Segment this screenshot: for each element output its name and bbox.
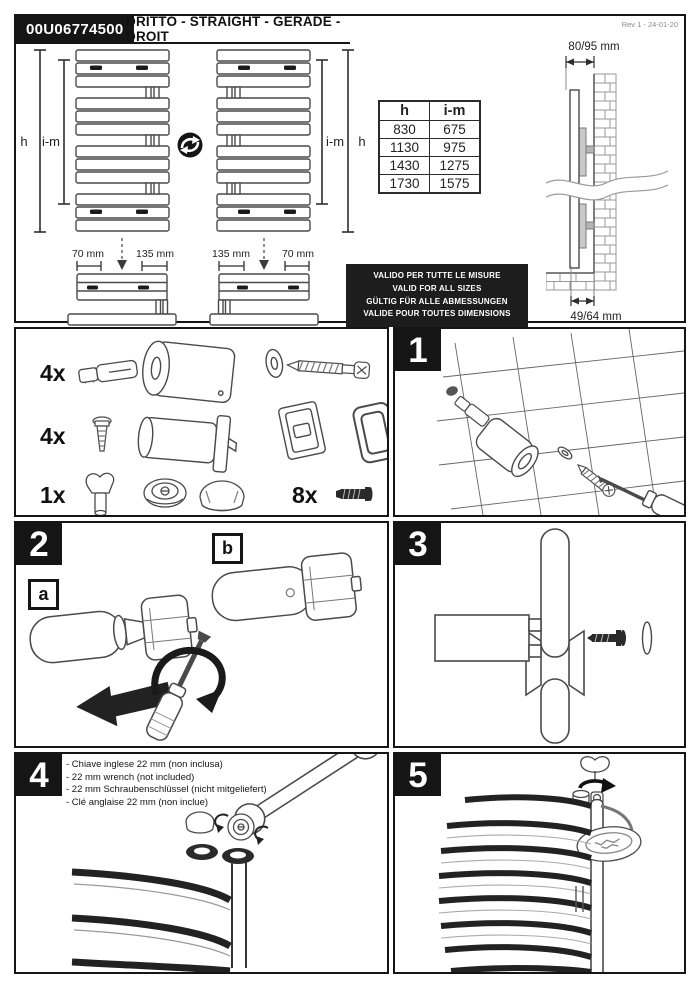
validity-line-fr: VALIDE POUR TOUTES DIMENSIONS [363, 309, 511, 319]
size-table-col-h: h [379, 101, 430, 121]
offset-135-left: 135 mm [136, 248, 174, 260]
step5-illustration [395, 754, 684, 972]
plug-cap-icon [144, 479, 186, 507]
washer-icon [264, 348, 285, 378]
table-row: 1730 1575 [379, 175, 480, 194]
im-label-left: i-m [41, 134, 60, 149]
step1-section [393, 327, 686, 517]
cover-cap [643, 622, 652, 654]
radiator-front-views [18, 42, 372, 326]
revision-label: Rev 1 - 24-01-20 [621, 20, 678, 29]
wrench-note-fr: - Clé anglaise 22 mm (non inclue) [66, 796, 209, 808]
floor [546, 273, 594, 290]
radiator-corner [72, 862, 246, 971]
radiator-bars [439, 797, 591, 972]
qty-grub-screws: 8x [292, 482, 318, 508]
product-code: 00U06774500 [16, 16, 134, 42]
table-row: 1430 1275 [379, 157, 480, 175]
step2-number: 2 [16, 523, 62, 565]
step3-section [393, 521, 686, 748]
table-row: 1130 975 [379, 139, 480, 157]
bracket-assembly-a [27, 594, 200, 673]
parts-list-section [14, 327, 389, 517]
validity-line-en: VALID FOR ALL SIZES [392, 283, 482, 293]
tile-grid [437, 329, 684, 515]
bracket-tab-bottom [529, 645, 541, 657]
screw-icon [287, 357, 370, 379]
bracket-body-icon [136, 409, 239, 473]
im-label-right: i-m [326, 134, 345, 149]
table-row: 830 675 [379, 121, 480, 139]
wrench-note-en: - 22 mm wrench (not included) [66, 771, 195, 783]
collector-tube-top [541, 529, 569, 657]
header [16, 16, 350, 44]
wall-plug [454, 395, 491, 427]
gasket-frame-icon [352, 402, 387, 464]
step2-illustration [16, 523, 387, 746]
bracket-body [435, 615, 529, 661]
overview-section [14, 14, 686, 323]
step4-section [14, 752, 389, 974]
wall-mount-side-view [546, 38, 686, 324]
plug-cap [228, 814, 254, 840]
reversible-rotate-icon [178, 133, 203, 158]
flange-right [569, 631, 584, 695]
fixing-screw [587, 630, 626, 646]
validity-note [346, 264, 528, 327]
step1-illustration [395, 329, 684, 515]
step4-number: 4 [16, 754, 62, 796]
step4-illustration [16, 754, 387, 972]
grub-screw-icon [336, 487, 373, 501]
size-table-col-im: i-m [430, 101, 481, 121]
bottom-view-right [210, 238, 318, 325]
step1-number: 1 [395, 329, 441, 371]
h-label-right: h [358, 134, 366, 149]
vent-key-icon [86, 473, 113, 515]
step2b-label: b [212, 533, 243, 564]
offset-135-right: 135 mm [212, 248, 250, 260]
step3-number: 3 [395, 523, 441, 565]
validity-line-it: VALIDO PER TUTTE LE MISURE [373, 271, 501, 280]
size-table [378, 100, 481, 194]
offset-70-left: 70 mm [71, 248, 105, 260]
cover-plate-icon [278, 401, 326, 460]
radiator-right-view [217, 50, 310, 231]
collector-tube [591, 800, 603, 973]
collector-tube-bottom [541, 679, 569, 743]
page-title: DRITTO - STRAIGHT - GERADE - DROIT [126, 14, 341, 44]
bracket-tab-top [529, 619, 541, 631]
parts-illustrations [16, 329, 387, 515]
cap-rotate-arrow-2 [255, 827, 268, 845]
wall-distance-bottom-label: 49/64 mm [570, 311, 622, 323]
step3-illustration [395, 523, 684, 746]
bottom-view-left [68, 238, 176, 325]
qty-brackets: 4x [40, 423, 66, 449]
step2-section [14, 521, 389, 748]
vent-key [581, 757, 610, 780]
washer-small [445, 385, 459, 398]
spacer-bush-icon [140, 340, 235, 403]
qty-anchors: 4x [40, 360, 66, 386]
blind-cap-icon [200, 481, 244, 511]
bracket-assembly-b [209, 551, 364, 630]
step5-section [393, 752, 686, 974]
wrench-note-de: - 22 mm Schraubenschlüssel (nicht mitgeliefert) [66, 784, 267, 796]
wrench-note-it: - Chiave inglese 22 mm (non inclusa) [66, 759, 223, 770]
radiator-profile [570, 90, 594, 268]
h-label-left: h [20, 134, 28, 149]
radiator-left-view [76, 50, 169, 231]
step2a-label: a [28, 579, 59, 610]
washer [556, 445, 574, 461]
qty-vent-kit: 1x [40, 482, 66, 508]
wall-plug-icon [78, 360, 138, 385]
validity-line-de: GÜLTIG FÜR ALLE ABMESSUNGEN [366, 296, 508, 306]
wall-distance-top-label: 80/95 mm [568, 41, 620, 53]
offset-70-right: 70 mm [281, 248, 315, 260]
step5-number: 5 [395, 754, 441, 796]
tube-collars [186, 844, 254, 864]
blind-cap [186, 812, 214, 833]
small-screw-icon [93, 417, 111, 451]
